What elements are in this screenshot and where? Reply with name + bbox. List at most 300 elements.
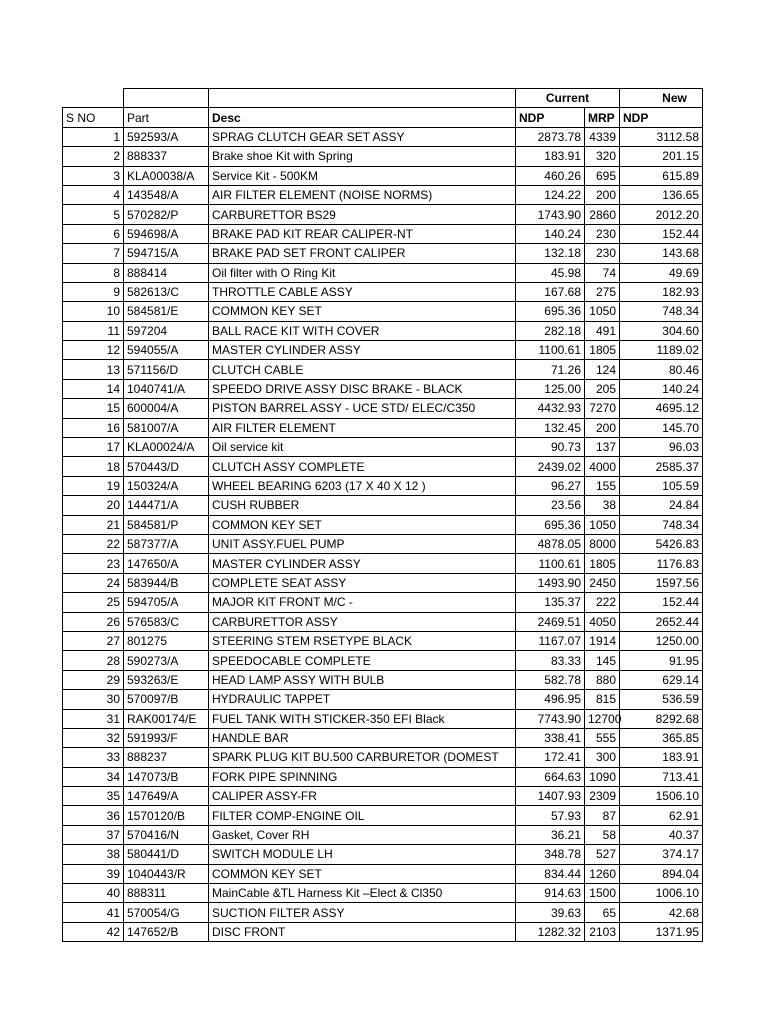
cell-part: 590273/A bbox=[124, 651, 209, 670]
cell-new-ndp: 3112.58 bbox=[620, 127, 703, 146]
cell-part: 576583/C bbox=[124, 612, 209, 631]
cell-mrp: 1500 bbox=[585, 884, 620, 903]
cell-desc: SPARK PLUG KIT BU.500 CARBURETOR (DOMEST bbox=[209, 748, 516, 767]
cell-ndp: 96.27 bbox=[516, 476, 585, 495]
cell-ndp: 1100.61 bbox=[516, 341, 585, 360]
cell-desc: Oil service kit bbox=[209, 438, 516, 457]
cell-ndp: 582.78 bbox=[516, 670, 585, 689]
table-row bbox=[63, 767, 703, 786]
cell-new-ndp: 1371.95 bbox=[620, 922, 703, 941]
cell-desc: COMMON KEY SET bbox=[209, 302, 516, 321]
cell-sno: 39 bbox=[63, 864, 124, 883]
table-row bbox=[63, 670, 703, 689]
cell-ndp: 1493.90 bbox=[516, 573, 585, 592]
table-row bbox=[63, 573, 703, 592]
cell-ndp: 36.21 bbox=[516, 825, 585, 844]
cell-new-ndp: 24.84 bbox=[620, 496, 703, 515]
cell-ndp: 132.18 bbox=[516, 244, 585, 263]
group-current: Current bbox=[516, 89, 620, 108]
cell-part: 1570120/B bbox=[124, 806, 209, 825]
cell-mrp: 1090 bbox=[585, 767, 620, 786]
table-row bbox=[63, 728, 703, 747]
cell-part: 584581/E bbox=[124, 302, 209, 321]
cell-mrp: 230 bbox=[585, 224, 620, 243]
cell-part: 584581/P bbox=[124, 515, 209, 534]
table-row bbox=[63, 651, 703, 670]
cell-sno: 25 bbox=[63, 593, 124, 612]
table-row bbox=[63, 321, 703, 340]
cell-ndp: 4878.05 bbox=[516, 534, 585, 553]
cell-part: 888337 bbox=[124, 147, 209, 166]
cell-mrp: 8000 bbox=[585, 534, 620, 553]
cell-ndp: 460.26 bbox=[516, 166, 585, 185]
cell-ndp: 132.45 bbox=[516, 418, 585, 437]
cell-mrp: 2860 bbox=[585, 205, 620, 224]
header-ndp: NDP bbox=[516, 108, 585, 127]
cell-sno: 20 bbox=[63, 496, 124, 515]
cell-ndp: 1282.32 bbox=[516, 922, 585, 941]
cell-desc: SUCTION FILTER ASSY bbox=[209, 903, 516, 922]
table-row bbox=[63, 593, 703, 612]
cell-part: 591993/F bbox=[124, 728, 209, 747]
cell-ndp: 2873.78 bbox=[516, 127, 585, 146]
cell-desc: HANDLE BAR bbox=[209, 728, 516, 747]
table-row bbox=[63, 825, 703, 844]
cell-mrp: 200 bbox=[585, 418, 620, 437]
cell-sno: 15 bbox=[63, 399, 124, 418]
cell-mrp: 1260 bbox=[585, 864, 620, 883]
cell-desc: BRAKE PAD KIT REAR CALIPER-NT bbox=[209, 224, 516, 243]
cell-sno: 41 bbox=[63, 903, 124, 922]
cell-part: 150324/A bbox=[124, 476, 209, 495]
table-row bbox=[63, 205, 703, 224]
cell-ndp: 348.78 bbox=[516, 845, 585, 864]
price-table bbox=[62, 88, 703, 942]
table-row bbox=[63, 748, 703, 767]
cell-part: 580441/D bbox=[124, 845, 209, 864]
cell-ndp: 167.68 bbox=[516, 282, 585, 301]
cell-mrp: 7270 bbox=[585, 399, 620, 418]
cell-desc: CALIPER ASSY-FR bbox=[209, 787, 516, 806]
cell-desc: Oil filter with O Ring Kit bbox=[209, 263, 516, 282]
cell-mrp: 87 bbox=[585, 806, 620, 825]
cell-desc: THROTTLE CABLE ASSY bbox=[209, 282, 516, 301]
cell-new-ndp: 2585.37 bbox=[620, 457, 703, 476]
cell-mrp: 2103 bbox=[585, 922, 620, 941]
cell-desc: COMMON KEY SET bbox=[209, 515, 516, 534]
table-row bbox=[63, 379, 703, 398]
cell-mrp: 155 bbox=[585, 476, 620, 495]
table-row bbox=[63, 147, 703, 166]
cell-new-ndp: 8292.68 bbox=[620, 709, 703, 728]
cell-part: 1040741/A bbox=[124, 379, 209, 398]
cell-sno: 36 bbox=[63, 806, 124, 825]
table-row bbox=[63, 496, 703, 515]
cell-ndp: 1743.90 bbox=[516, 205, 585, 224]
cell-ndp: 2469.51 bbox=[516, 612, 585, 631]
cell-sno: 42 bbox=[63, 922, 124, 941]
cell-ndp: 496.95 bbox=[516, 690, 585, 709]
cell-mrp: 230 bbox=[585, 244, 620, 263]
cell-desc: COMPLETE SEAT ASSY bbox=[209, 573, 516, 592]
cell-sno: 13 bbox=[63, 360, 124, 379]
table-row bbox=[63, 166, 703, 185]
cell-part: 594705/A bbox=[124, 593, 209, 612]
table-row bbox=[63, 302, 703, 321]
cell-mrp: 1050 bbox=[585, 515, 620, 534]
cell-part: 587377/A bbox=[124, 534, 209, 553]
table-row bbox=[63, 457, 703, 476]
cell-new-ndp: 183.91 bbox=[620, 748, 703, 767]
table-row bbox=[63, 515, 703, 534]
table-row bbox=[63, 127, 703, 146]
cell-part: 147650/A bbox=[124, 554, 209, 573]
cell-ndp: 2439.02 bbox=[516, 457, 585, 476]
cell-sno: 32 bbox=[63, 728, 124, 747]
cell-part: 594715/A bbox=[124, 244, 209, 263]
cell-mrp: 4000 bbox=[585, 457, 620, 476]
cell-ndp: 183.91 bbox=[516, 147, 585, 166]
cell-new-ndp: 1506.10 bbox=[620, 787, 703, 806]
cell-sno: 34 bbox=[63, 767, 124, 786]
cell-desc: FUEL TANK WITH STICKER-350 EFI Black bbox=[209, 709, 516, 728]
cell-mrp: 4050 bbox=[585, 612, 620, 631]
cell-part: 147073/B bbox=[124, 767, 209, 786]
cell-desc: BALL RACE KIT WITH COVER bbox=[209, 321, 516, 340]
cell-sno: 18 bbox=[63, 457, 124, 476]
cell-ndp: 1407.93 bbox=[516, 787, 585, 806]
cell-mrp: 4339 bbox=[585, 127, 620, 146]
cell-new-ndp: 62.91 bbox=[620, 806, 703, 825]
cell-ndp: 71.26 bbox=[516, 360, 585, 379]
cell-desc: FORK PIPE SPINNING bbox=[209, 767, 516, 786]
header-new-ndp: NDP bbox=[620, 108, 703, 127]
cell-new-ndp: 374.17 bbox=[620, 845, 703, 864]
cell-sno: 38 bbox=[63, 845, 124, 864]
cell-desc: CLUTCH ASSY COMPLETE bbox=[209, 457, 516, 476]
cell-new-ndp: 1189.02 bbox=[620, 341, 703, 360]
cell-desc: CUSH RUBBER bbox=[209, 496, 516, 515]
cell-part: 583944/B bbox=[124, 573, 209, 592]
cell-sno: 23 bbox=[63, 554, 124, 573]
cell-new-ndp: 2012.20 bbox=[620, 205, 703, 224]
cell-ndp: 45.98 bbox=[516, 263, 585, 282]
cell-mrp: 1805 bbox=[585, 554, 620, 573]
cell-desc: SPRAG CLUTCH GEAR SET ASSY bbox=[209, 127, 516, 146]
cell-mrp: 555 bbox=[585, 728, 620, 747]
cell-new-ndp: 5426.83 bbox=[620, 534, 703, 553]
cell-part: 143548/A bbox=[124, 185, 209, 204]
header-mrp: MRP bbox=[585, 108, 620, 127]
cell-ndp: 695.36 bbox=[516, 515, 585, 534]
cell-sno: 21 bbox=[63, 515, 124, 534]
cell-new-ndp: 748.34 bbox=[620, 515, 703, 534]
cell-mrp: 74 bbox=[585, 263, 620, 282]
table-row bbox=[63, 418, 703, 437]
header-desc: Desc bbox=[209, 108, 516, 127]
cell-desc: Brake shoe Kit with Spring bbox=[209, 147, 516, 166]
table-row bbox=[63, 631, 703, 650]
cell-mrp: 2450 bbox=[585, 573, 620, 592]
cell-mrp: 12700 bbox=[585, 709, 620, 728]
cell-desc: DISC FRONT bbox=[209, 922, 516, 941]
cell-desc: Service Kit - 500KM bbox=[209, 166, 516, 185]
cell-mrp: 1914 bbox=[585, 631, 620, 650]
cell-part: 801275 bbox=[124, 631, 209, 650]
table-row bbox=[63, 399, 703, 418]
cell-part: 582613/C bbox=[124, 282, 209, 301]
cell-part: 581007/A bbox=[124, 418, 209, 437]
cell-new-ndp: 894.04 bbox=[620, 864, 703, 883]
cell-ndp: 338.41 bbox=[516, 728, 585, 747]
cell-desc: WHEEL BEARING 6203 (17 X 40 X 12 ) bbox=[209, 476, 516, 495]
cell-desc: SPEEDOCABLE COMPLETE bbox=[209, 651, 516, 670]
cell-desc: BRAKE PAD SET FRONT CALIPER bbox=[209, 244, 516, 263]
cell-mrp: 1805 bbox=[585, 341, 620, 360]
cell-mrp: 65 bbox=[585, 903, 620, 922]
table-row bbox=[63, 903, 703, 922]
cell-sno: 17 bbox=[63, 438, 124, 457]
cell-new-ndp: 1006.10 bbox=[620, 884, 703, 903]
cell-ndp: 57.93 bbox=[516, 806, 585, 825]
cell-part: KLA00024/A bbox=[124, 438, 209, 457]
cell-mrp: 815 bbox=[585, 690, 620, 709]
table-row bbox=[63, 806, 703, 825]
cell-new-ndp: 748.34 bbox=[620, 302, 703, 321]
cell-sno: 29 bbox=[63, 670, 124, 689]
cell-sno: 11 bbox=[63, 321, 124, 340]
table-row bbox=[63, 864, 703, 883]
empty-cell bbox=[209, 89, 516, 108]
cell-sno: 33 bbox=[63, 748, 124, 767]
table-row bbox=[63, 922, 703, 941]
cell-desc: HYDRAULIC TAPPET bbox=[209, 690, 516, 709]
cell-new-ndp: 182.93 bbox=[620, 282, 703, 301]
cell-new-ndp: 42.68 bbox=[620, 903, 703, 922]
cell-new-ndp: 152.44 bbox=[620, 224, 703, 243]
cell-mrp: 124 bbox=[585, 360, 620, 379]
cell-mrp: 1050 bbox=[585, 302, 620, 321]
cell-new-ndp: 201.15 bbox=[620, 147, 703, 166]
table-row bbox=[63, 884, 703, 903]
cell-part: 570054/G bbox=[124, 903, 209, 922]
empty-cell bbox=[124, 89, 209, 108]
cell-mrp: 205 bbox=[585, 379, 620, 398]
cell-ndp: 914.63 bbox=[516, 884, 585, 903]
table-row bbox=[63, 263, 703, 282]
cell-new-ndp: 136.65 bbox=[620, 185, 703, 204]
cell-desc: STEERING STEM RSETYPE BLACK bbox=[209, 631, 516, 650]
cell-part: 571156/D bbox=[124, 360, 209, 379]
cell-part: 570443/D bbox=[124, 457, 209, 476]
cell-desc: FILTER COMP-ENGINE OIL bbox=[209, 806, 516, 825]
cell-ndp: 124.22 bbox=[516, 185, 585, 204]
cell-desc: UNIT ASSY.FUEL PUMP bbox=[209, 534, 516, 553]
cell-ndp: 135.37 bbox=[516, 593, 585, 612]
cell-sno: 10 bbox=[63, 302, 124, 321]
group-header-row bbox=[63, 89, 703, 108]
cell-desc: MASTER CYLINDER ASSY bbox=[209, 341, 516, 360]
cell-mrp: 222 bbox=[585, 593, 620, 612]
cell-sno: 9 bbox=[63, 282, 124, 301]
cell-desc: SPEEDO DRIVE ASSY DISC BRAKE - BLACK bbox=[209, 379, 516, 398]
cell-mrp: 58 bbox=[585, 825, 620, 844]
table-row bbox=[63, 341, 703, 360]
cell-mrp: 145 bbox=[585, 651, 620, 670]
cell-sno: 3 bbox=[63, 166, 124, 185]
cell-part: 570416/N bbox=[124, 825, 209, 844]
table-row bbox=[63, 282, 703, 301]
cell-ndp: 172.41 bbox=[516, 748, 585, 767]
cell-mrp: 2309 bbox=[585, 787, 620, 806]
cell-part: 1040443/R bbox=[124, 864, 209, 883]
cell-sno: 24 bbox=[63, 573, 124, 592]
cell-new-ndp: 152.44 bbox=[620, 593, 703, 612]
cell-ndp: 834.44 bbox=[516, 864, 585, 883]
cell-new-ndp: 365.85 bbox=[620, 728, 703, 747]
cell-desc: MAJOR KIT FRONT M/C - bbox=[209, 593, 516, 612]
group-new: New bbox=[620, 89, 703, 108]
cell-sno: 14 bbox=[63, 379, 124, 398]
cell-desc: CARBURETTOR BS29 bbox=[209, 205, 516, 224]
cell-ndp: 7743.90 bbox=[516, 709, 585, 728]
cell-ndp: 39.63 bbox=[516, 903, 585, 922]
table-row bbox=[63, 438, 703, 457]
cell-ndp: 140.24 bbox=[516, 224, 585, 243]
cell-new-ndp: 629.14 bbox=[620, 670, 703, 689]
cell-new-ndp: 140.24 bbox=[620, 379, 703, 398]
table-row bbox=[63, 476, 703, 495]
cell-new-ndp: 1597.56 bbox=[620, 573, 703, 592]
cell-desc: AIR FILTER ELEMENT (NOISE NORMS) bbox=[209, 185, 516, 204]
cell-new-ndp: 4695.12 bbox=[620, 399, 703, 418]
cell-desc: MASTER CYLINDER ASSY bbox=[209, 554, 516, 573]
cell-new-ndp: 96.03 bbox=[620, 438, 703, 457]
cell-mrp: 275 bbox=[585, 282, 620, 301]
cell-sno: 27 bbox=[63, 631, 124, 650]
cell-part: 570097/B bbox=[124, 690, 209, 709]
cell-ndp: 90.73 bbox=[516, 438, 585, 457]
cell-part: RAK00174/E bbox=[124, 709, 209, 728]
cell-desc: HEAD LAMP ASSY WITH BULB bbox=[209, 670, 516, 689]
cell-mrp: 137 bbox=[585, 438, 620, 457]
table-row bbox=[63, 690, 703, 709]
cell-part: 600004/A bbox=[124, 399, 209, 418]
cell-part: 888237 bbox=[124, 748, 209, 767]
cell-new-ndp: 40.37 bbox=[620, 825, 703, 844]
cell-sno: 6 bbox=[63, 224, 124, 243]
cell-mrp: 880 bbox=[585, 670, 620, 689]
spreadsheet bbox=[62, 88, 699, 942]
cell-new-ndp: 143.68 bbox=[620, 244, 703, 263]
empty-cell bbox=[63, 89, 124, 108]
cell-desc: AIR FILTER ELEMENT bbox=[209, 418, 516, 437]
cell-part: 888414 bbox=[124, 263, 209, 282]
cell-new-ndp: 1250.00 bbox=[620, 631, 703, 650]
table-row bbox=[63, 244, 703, 263]
table-row bbox=[63, 185, 703, 204]
cell-part: 593263/E bbox=[124, 670, 209, 689]
cell-sno: 35 bbox=[63, 787, 124, 806]
cell-part: 147649/A bbox=[124, 787, 209, 806]
cell-mrp: 695 bbox=[585, 166, 620, 185]
cell-sno: 1 bbox=[63, 127, 124, 146]
cell-sno: 16 bbox=[63, 418, 124, 437]
cell-new-ndp: 713.41 bbox=[620, 767, 703, 786]
cell-part: 592593/A bbox=[124, 127, 209, 146]
cell-new-ndp: 2652.44 bbox=[620, 612, 703, 631]
cell-ndp: 695.36 bbox=[516, 302, 585, 321]
cell-part: 594698/A bbox=[124, 224, 209, 243]
table-row bbox=[63, 360, 703, 379]
cell-part: 888311 bbox=[124, 884, 209, 903]
table-row bbox=[63, 224, 703, 243]
cell-new-ndp: 80.46 bbox=[620, 360, 703, 379]
cell-new-ndp: 615.89 bbox=[620, 166, 703, 185]
cell-sno: 22 bbox=[63, 534, 124, 553]
cell-ndp: 83.33 bbox=[516, 651, 585, 670]
table-row bbox=[63, 612, 703, 631]
table-row bbox=[63, 554, 703, 573]
cell-desc: SWITCH MODULE LH bbox=[209, 845, 516, 864]
cell-sno: 31 bbox=[63, 709, 124, 728]
table-row bbox=[63, 534, 703, 553]
header-sno: S NO bbox=[63, 108, 124, 127]
cell-sno: 28 bbox=[63, 651, 124, 670]
cell-ndp: 23.56 bbox=[516, 496, 585, 515]
cell-new-ndp: 49.69 bbox=[620, 263, 703, 282]
cell-mrp: 38 bbox=[585, 496, 620, 515]
cell-part: KLA00038/A bbox=[124, 166, 209, 185]
cell-sno: 30 bbox=[63, 690, 124, 709]
column-header-row bbox=[63, 108, 703, 127]
cell-sno: 37 bbox=[63, 825, 124, 844]
cell-part: 597204 bbox=[124, 321, 209, 340]
cell-new-ndp: 105.59 bbox=[620, 476, 703, 495]
cell-ndp: 125.00 bbox=[516, 379, 585, 398]
cell-sno: 19 bbox=[63, 476, 124, 495]
cell-sno: 40 bbox=[63, 884, 124, 903]
cell-sno: 7 bbox=[63, 244, 124, 263]
cell-part: 144471/A bbox=[124, 496, 209, 515]
cell-mrp: 200 bbox=[585, 185, 620, 204]
table-row bbox=[63, 709, 703, 728]
cell-new-ndp: 145.70 bbox=[620, 418, 703, 437]
cell-desc: CLUTCH CABLE bbox=[209, 360, 516, 379]
cell-part: 594055/A bbox=[124, 341, 209, 360]
cell-part: 570282/P bbox=[124, 205, 209, 224]
cell-mrp: 527 bbox=[585, 845, 620, 864]
cell-mrp: 300 bbox=[585, 748, 620, 767]
header-part: Part bbox=[124, 108, 209, 127]
cell-sno: 26 bbox=[63, 612, 124, 631]
cell-part: 147652/B bbox=[124, 922, 209, 941]
cell-ndp: 1100.61 bbox=[516, 554, 585, 573]
cell-desc: PISTON BARREL ASSY - UCE STD/ ELEC/C350 bbox=[209, 399, 516, 418]
cell-desc: CARBURETTOR ASSY bbox=[209, 612, 516, 631]
cell-desc: MainCable &TL Harness Kit –Elect & Cl350 bbox=[209, 884, 516, 903]
cell-sno: 2 bbox=[63, 147, 124, 166]
cell-ndp: 1167.07 bbox=[516, 631, 585, 650]
cell-new-ndp: 91.95 bbox=[620, 651, 703, 670]
cell-sno: 4 bbox=[63, 185, 124, 204]
cell-mrp: 491 bbox=[585, 321, 620, 340]
cell-sno: 5 bbox=[63, 205, 124, 224]
cell-sno: 12 bbox=[63, 341, 124, 360]
cell-ndp: 4432.93 bbox=[516, 399, 585, 418]
cell-desc: Gasket, Cover RH bbox=[209, 825, 516, 844]
table-row bbox=[63, 787, 703, 806]
